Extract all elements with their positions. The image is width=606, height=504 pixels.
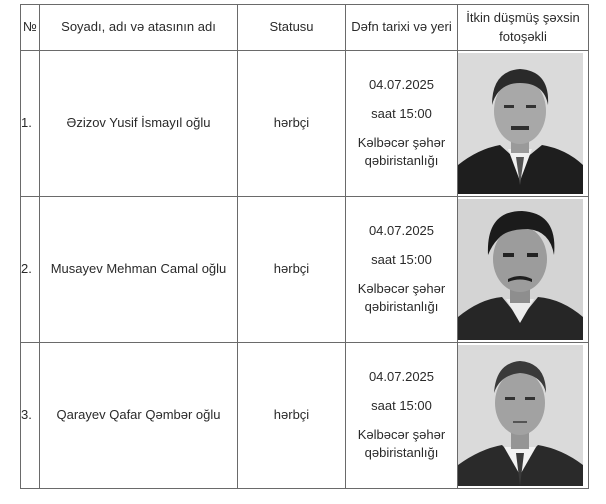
burial-time: saat 15:00 bbox=[371, 397, 432, 413]
header-burial: Dəfn tarixi və yeri bbox=[346, 5, 458, 51]
header-name: Soyadı, adı və atasının adı bbox=[40, 5, 238, 51]
burial-place: Kəlbəcər şəhər qəbiristanlığı bbox=[357, 280, 446, 315]
burial-time: saat 15:00 bbox=[371, 251, 432, 267]
row-name: Musayev Mehman Camal oğlu bbox=[40, 197, 238, 343]
row-number: 2. bbox=[21, 197, 40, 343]
header-photo: İtkin düşmüş şəxsin fotoşəkli bbox=[458, 5, 589, 51]
memorial-table bbox=[20, 4, 589, 489]
burial-place: Kəlbəcər şəhər qəbiristanlığı bbox=[357, 426, 446, 461]
burial-date: 04.07.2025 bbox=[368, 368, 435, 384]
row-photo bbox=[458, 343, 589, 489]
portrait-photo bbox=[458, 345, 583, 486]
table-row bbox=[21, 343, 589, 489]
row-burial bbox=[346, 51, 458, 197]
burial-date: 04.07.2025 bbox=[368, 222, 435, 238]
header-status: Statusu bbox=[238, 5, 346, 51]
row-number: 3. bbox=[21, 343, 40, 489]
row-photo bbox=[458, 51, 589, 197]
header-row bbox=[21, 5, 589, 51]
row-status: hərbçi bbox=[238, 343, 346, 489]
portrait-photo bbox=[458, 53, 583, 194]
burial-time: saat 15:00 bbox=[371, 105, 432, 121]
portrait-photo bbox=[458, 199, 583, 340]
table-row bbox=[21, 51, 589, 197]
row-burial bbox=[346, 343, 458, 489]
row-burial bbox=[346, 197, 458, 343]
row-status: hərbçi bbox=[238, 51, 346, 197]
row-number: 1. bbox=[21, 51, 40, 197]
row-name: Qarayev Qafar Qəmbər oğlu bbox=[40, 343, 238, 489]
row-name: Əzizov Yusif İsmayıl oğlu bbox=[40, 51, 238, 197]
burial-place: Kəlbəcər şəhər qəbiristanlığı bbox=[357, 134, 446, 169]
header-number: № bbox=[21, 5, 40, 51]
row-status: hərbçi bbox=[238, 197, 346, 343]
table-row bbox=[21, 197, 589, 343]
row-photo bbox=[458, 197, 589, 343]
burial-date: 04.07.2025 bbox=[368, 76, 435, 92]
